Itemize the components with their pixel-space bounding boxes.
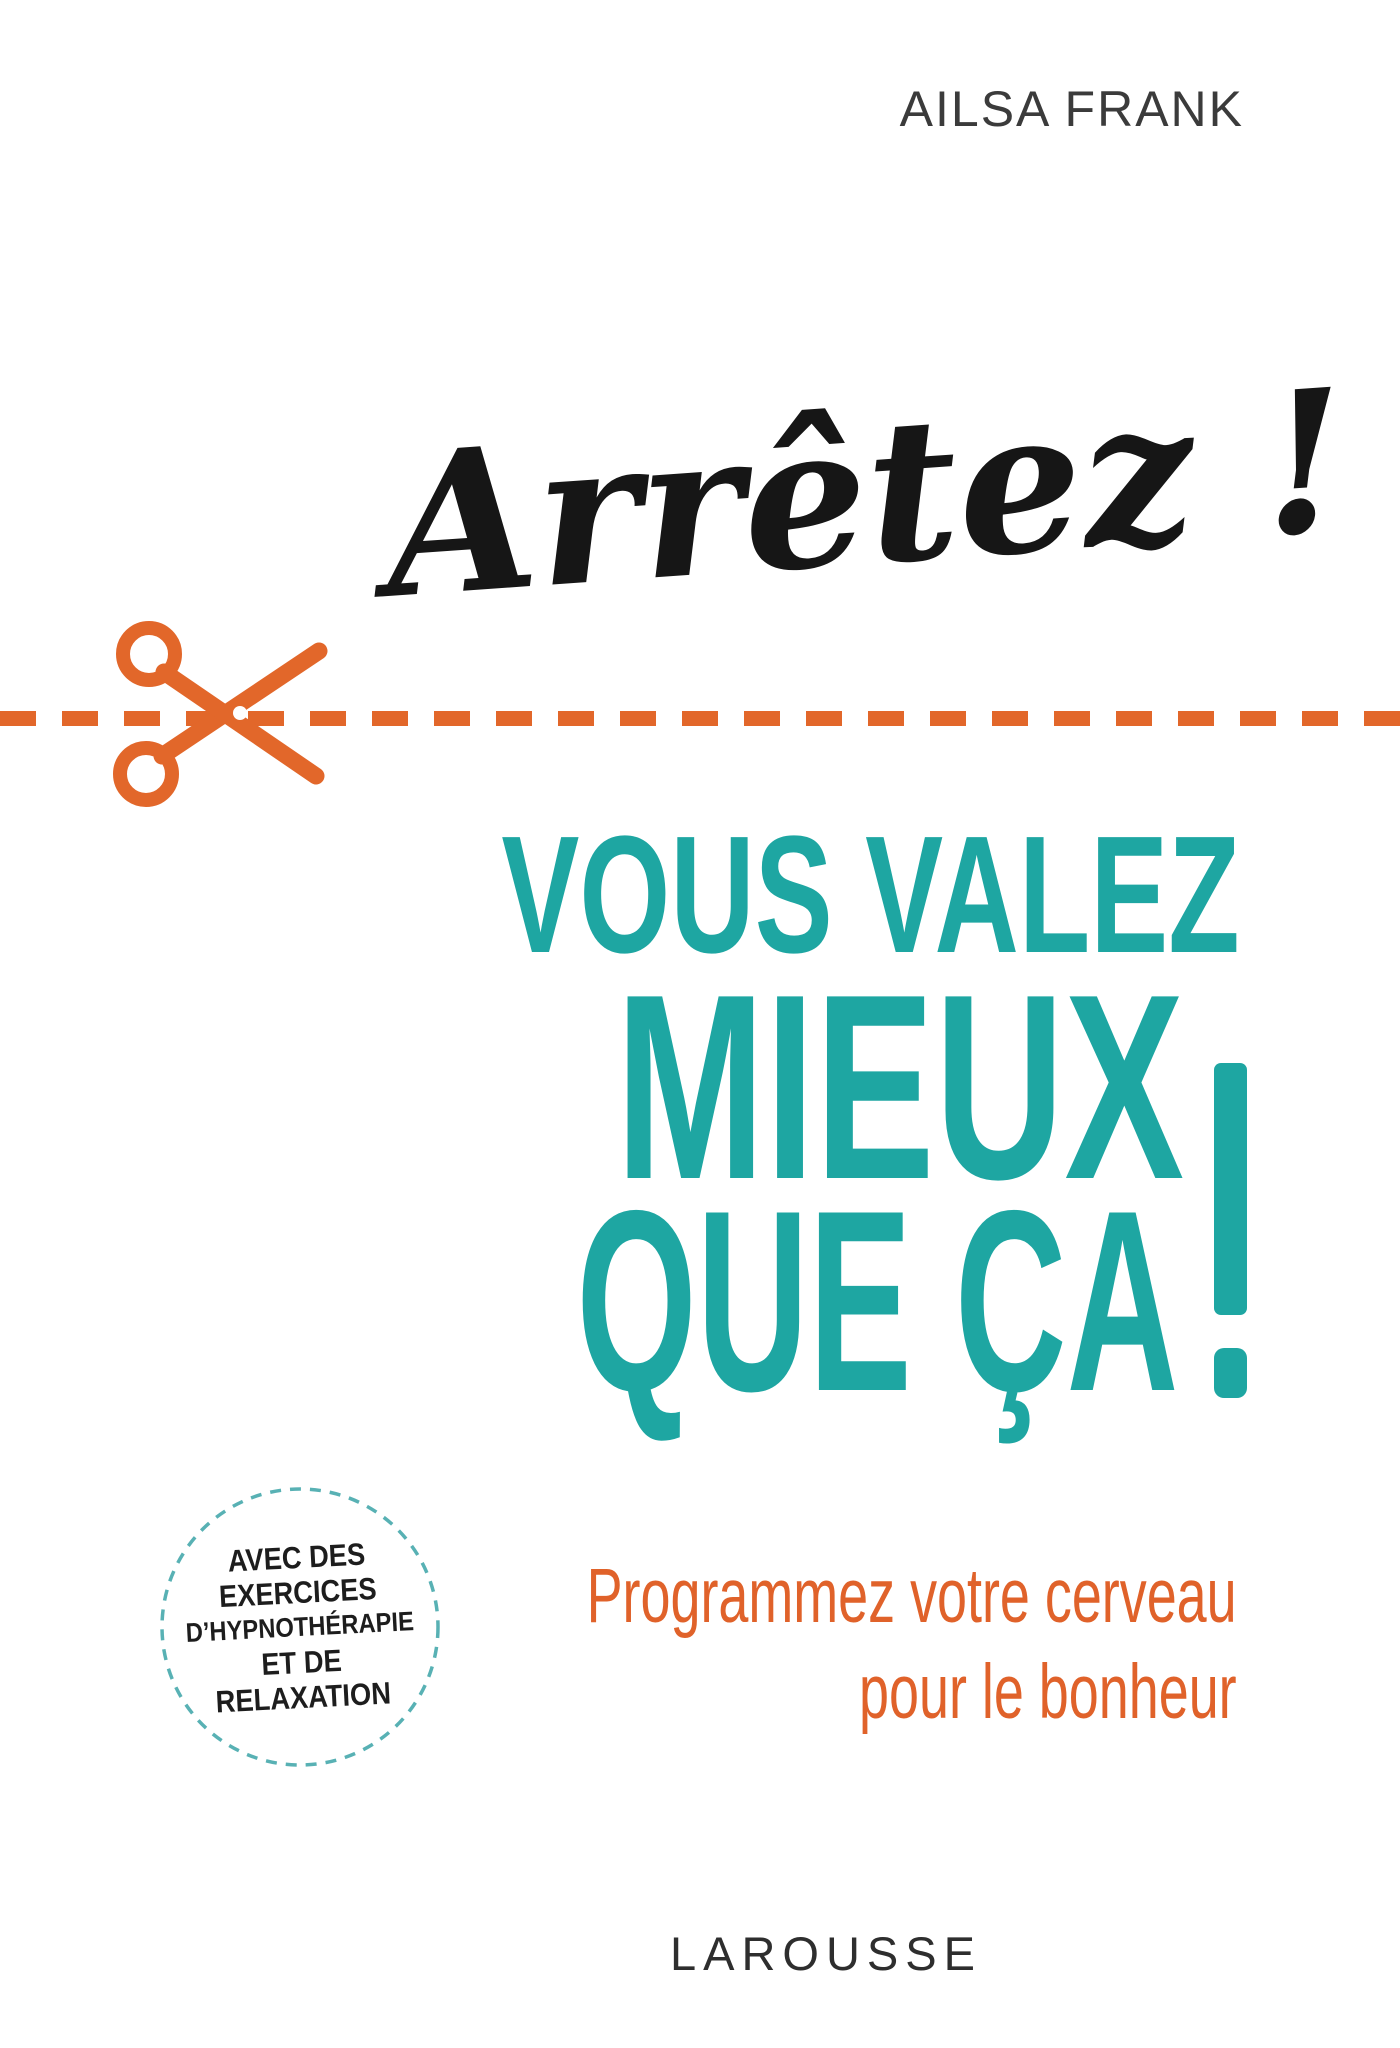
script-title: Arrêtez ! [376,346,1355,643]
badge-line: EXERCICES [218,1570,378,1614]
headline-line-1: VOUS VALEZ [501,802,1240,988]
headline-line-3: QUE ÇA [575,1156,1178,1445]
publisher-logo: LAROUSSE [670,1927,982,1980]
headline-line-2: MIEUX [615,939,1184,1234]
subtitle [308,1548,1237,1740]
headline-exclamation-dot [1214,1348,1247,1398]
badge-line: AVEC DES [226,1536,366,1579]
subtitle-line-1: Programmez votre cerveau [586,1553,1237,1639]
scissors-icon [103,613,341,815]
subtitle-line-2: pour le bonheur [859,1649,1237,1735]
badge-line: D’HYPNOTHÉRAPIE [185,1605,415,1648]
badge-line: RELAXATION [215,1674,393,1719]
headline-exclamation-bar [1214,1063,1247,1315]
author-name: AILSA FRANK [899,81,1244,137]
badge-line: ET DE [260,1642,343,1682]
